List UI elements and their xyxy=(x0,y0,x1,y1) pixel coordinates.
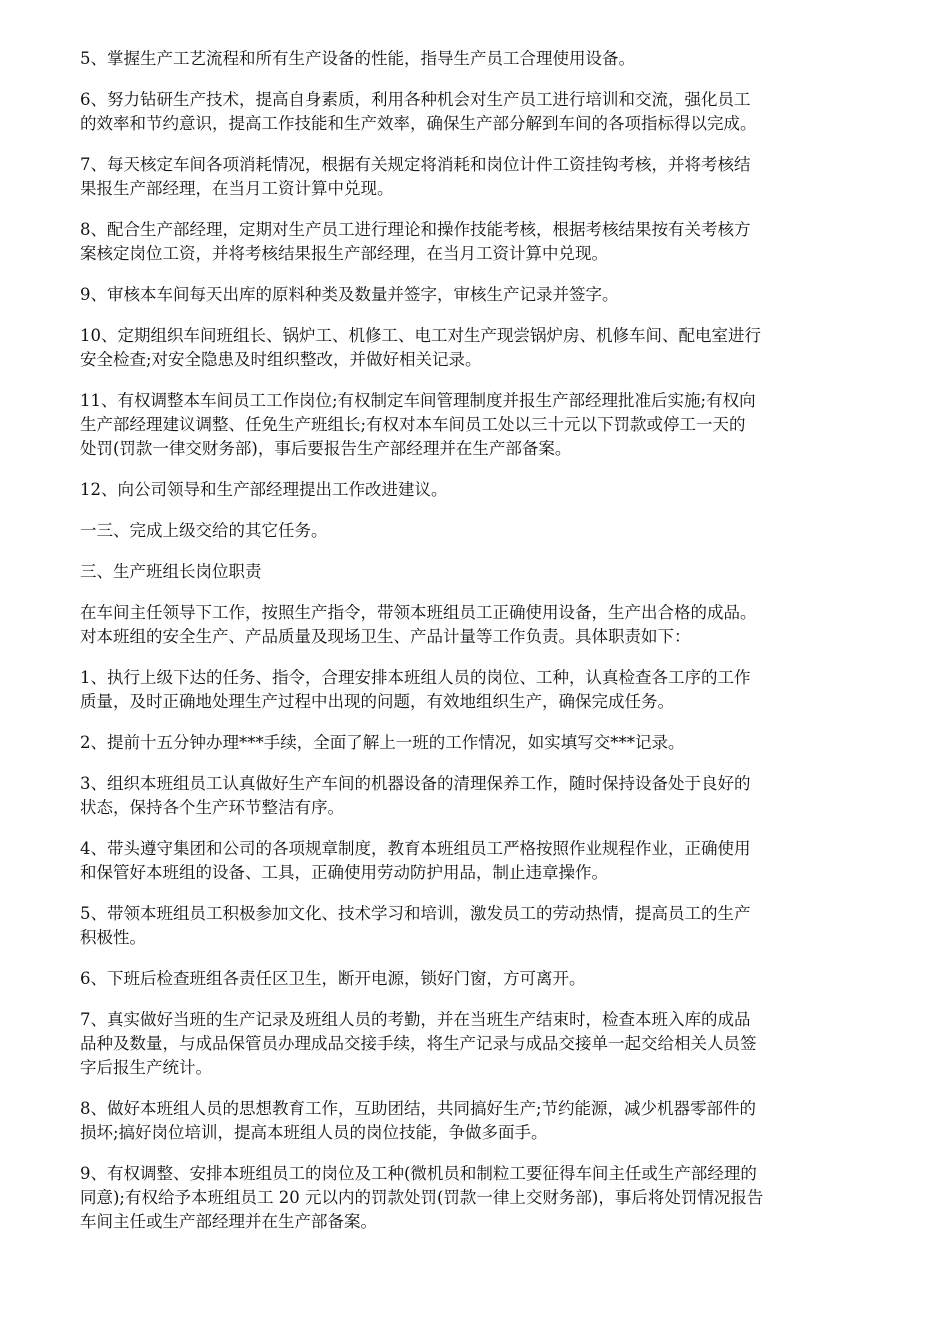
paragraph xyxy=(80,88,870,136)
paragraph xyxy=(80,283,870,307)
paragraph-line: 对本班组的安全生产、产品质量及现场卫生、产品计量等工作负责。具体职责如下： xyxy=(80,627,691,646)
paragraph xyxy=(80,601,870,649)
paragraph-line: 状态，保持各个生产环节整洁有序。 xyxy=(80,798,344,817)
paragraph-line: 生产部经理建议调整、任免生产班组长;有权对本车间员工处以三十元以下罚款或停工一天的 xyxy=(80,415,746,434)
paragraph-line: 9、有权调整、安排本班组员工的岗位及工种(微机员和制粒工要征得车间主任或生产部经理的 xyxy=(80,1164,757,1183)
paragraph xyxy=(80,47,870,71)
paragraph xyxy=(80,1097,870,1145)
document-page xyxy=(80,47,870,1251)
paragraph xyxy=(80,478,870,502)
paragraph-line: 质量，及时正确地处理生产过程中出现的问题，有效地组织生产，确保完成任务。 xyxy=(80,692,674,711)
paragraph xyxy=(80,560,870,584)
paragraph-line: 7、真实做好当班的生产记录及班组人员的考勤，并在当班生产结束时，检查本班入库的成品 xyxy=(80,1010,751,1029)
paragraph xyxy=(80,837,870,885)
paragraph xyxy=(80,218,870,266)
paragraph-line: 安全检查;对安全隐患及时组织整改，并做好相关记录。 xyxy=(80,350,482,369)
paragraph xyxy=(80,666,870,714)
paragraph xyxy=(80,389,870,461)
paragraph xyxy=(80,1162,870,1234)
paragraph-line: 3、组织本班组员工认真做好生产车间的机器设备的清理保养工作，随时保持设备处于良好的 xyxy=(80,774,751,793)
paragraph-line: 案核定岗位工资，并将考核结果报生产部经理，在当月工资计算中兑现。 xyxy=(80,244,608,263)
paragraph xyxy=(80,1008,870,1080)
paragraph-line: 一三、完成上级交给的其它任务。 xyxy=(80,521,328,540)
paragraph xyxy=(80,731,870,755)
paragraph-line: 11、有权调整本车间员工工作岗位;有权制定车间管理制度并报生产部经理批准后实施;有权向 xyxy=(80,391,756,410)
paragraph xyxy=(80,902,870,950)
paragraph-line: 4、带头遵守集团和公司的各项规章制度，教育本班组员工严格按照作业规程作业，正确使用 xyxy=(80,839,751,858)
paragraph-line: 车间主任或生产部经理并在生产部备案。 xyxy=(80,1212,377,1231)
paragraph-line: 8、做好本班组人员的思想教育工作，互助团结，共同搞好生产;节约能源，减少机器零部件的 xyxy=(80,1099,757,1118)
paragraph-line: 6、下班后检查班组各责任区卫生，断开电源，锁好门窗，方可离开。 xyxy=(80,969,586,988)
paragraph-line: 8、配合生产部经理，定期对生产员工进行理论和操作技能考核，根据考核结果按有关考核方 xyxy=(80,220,751,239)
paragraph-line: 损坏;搞好岗位培训，提高本班组人员的岗位技能，争做多面手。 xyxy=(80,1123,548,1142)
paragraph-line: 三、生产班组长岗位职责 xyxy=(80,562,262,581)
paragraph-line: 在车间主任领导下工作，按照生产指令，带领本班组员工正确使用设备，生产出合格的成品。 xyxy=(80,603,757,622)
paragraph-line: 品种及数量，与成品保管员办理成品交接手续，将生产记录与成品交接单一起交给相关人员签 xyxy=(80,1034,757,1053)
paragraph-line: 和保管好本班组的设备、工具，正确使用劳动防护用品，制止违章操作。 xyxy=(80,863,608,882)
paragraph-line: 6、努力钻研生产技术，提高自身素质，利用各种机会对生产员工进行培训和交流，强化员工 xyxy=(80,90,751,109)
paragraph-line: 处罚(罚款一律交财务部)，事后要报告生产部经理并在生产部备案。 xyxy=(80,439,572,458)
paragraph xyxy=(80,772,870,820)
paragraph-line: 9、审核本车间每天出库的原料种类及数量并签字，审核生产记录并签字。 xyxy=(80,285,619,304)
paragraph xyxy=(80,967,870,991)
paragraph xyxy=(80,324,870,372)
paragraph-line: 的效率和节约意识，提高工作技能和生产效率，确保生产部分解到车间的各项指标得以完成。 xyxy=(80,114,757,133)
paragraph-line: 5、带领本班组员工积极参加文化、技术学习和培训，激发员工的劳动热情，提高员工的生产 xyxy=(80,904,751,923)
paragraph-line: 字后报生产统计。 xyxy=(80,1058,212,1077)
paragraph-line: 5、掌握生产工艺流程和所有生产设备的性能，指导生产员工合理使用设备。 xyxy=(80,49,635,68)
paragraph-line: 1、执行上级下达的任务、指令，合理安排本班组人员的岗位、工种，认真检查各工序的工作 xyxy=(80,668,751,687)
paragraph-line: 果报生产部经理，在当月工资计算中兑现。 xyxy=(80,179,394,198)
paragraph xyxy=(80,153,870,201)
paragraph-line: 12、向公司领导和生产部经理提出工作改进建议。 xyxy=(80,480,448,499)
paragraph-line: 2、提前十五分钟办理***手续，全面了解上一班的工作情况，如实填写交***记录。 xyxy=(80,733,685,752)
paragraph-line: 10、定期组织车间班组长、锅炉工、机修工、电工对生产现尝锅炉房、机修车间、配电室进行 xyxy=(80,326,761,345)
paragraph-line: 7、每天核定车间各项消耗情况，根据有关规定将消耗和岗位计件工资挂钩考核，并将考核结 xyxy=(80,155,751,174)
paragraph-line: 积极性。 xyxy=(80,928,146,947)
paragraph-line: 同意);有权给予本班组员工 20 元以内的罚款处罚(罚款一律上交财务部)，事后将处罚情况报告 xyxy=(80,1188,764,1207)
paragraph xyxy=(80,519,870,543)
